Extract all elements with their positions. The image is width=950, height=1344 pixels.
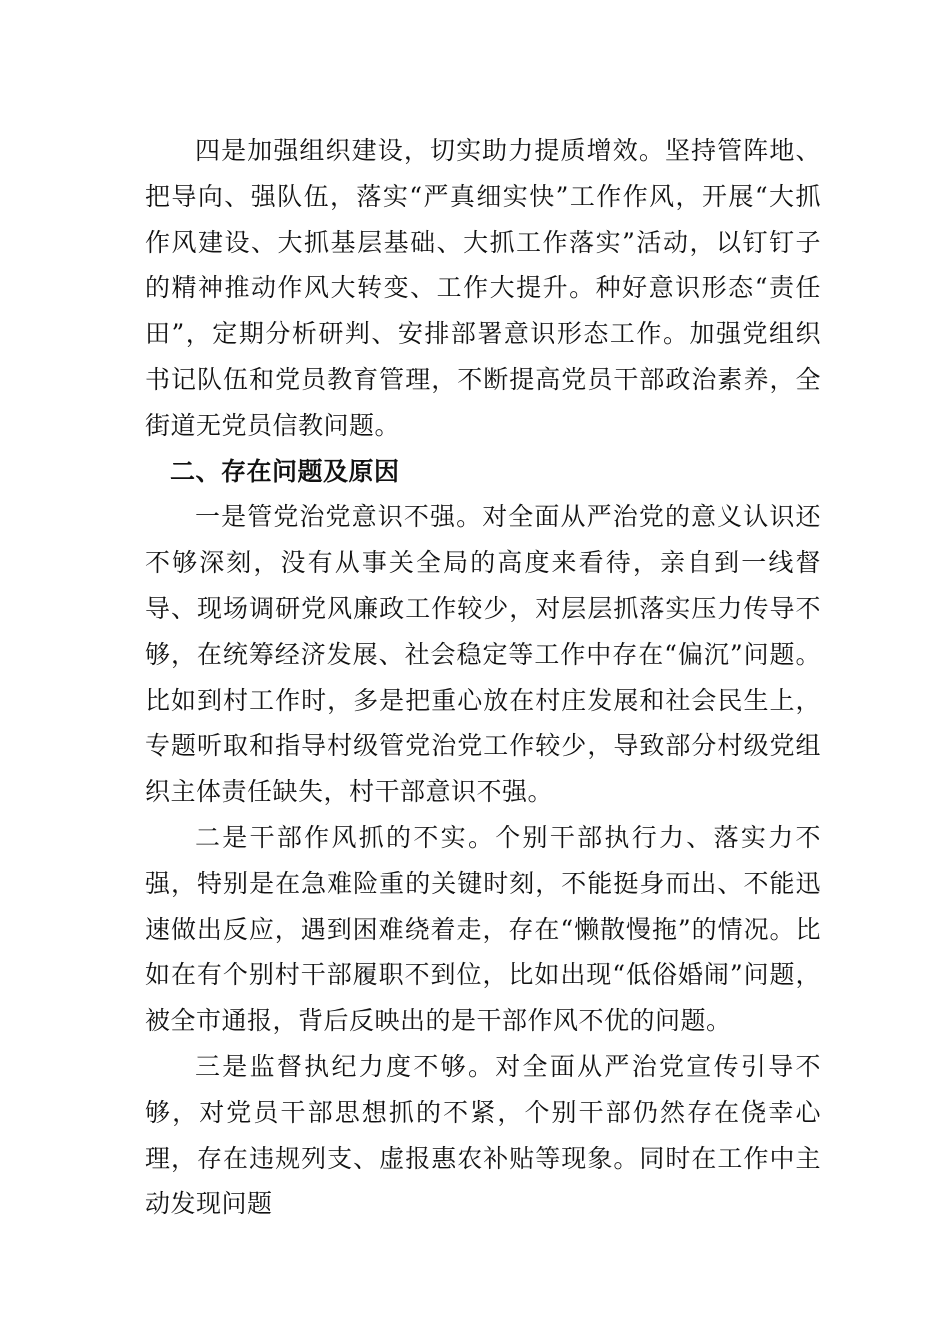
paragraph-body: 对全面从严治党宣传引导不够，对党员干部思想抓的不紧，个别干部仍然存在侥幸心理，存在违规列支、虚报惠农补贴等现象。同时在工作中主动发现问题 [145, 1051, 821, 1219]
paragraph-supervision [145, 1044, 821, 1227]
paragraph-lead: 四是加强组织建设，切实助力提质增效。 [195, 136, 665, 165]
paragraph-lead: 一是管党治党意识不强。 [195, 502, 483, 532]
paragraph-lead: 三是监督执纪力度不够。 [195, 1051, 496, 1081]
paragraph-lead: 二是干部作风抓的不实。 [195, 822, 496, 852]
paragraph-organization-building [145, 128, 821, 449]
section-heading-problems: 二、存在问题及原因 [170, 456, 400, 486]
paragraph-body: 对全面从严治党的意义认识还不够深刻，没有从事关全局的高度来看待，亲自到一线督导、现场调研党风廉政工作较少，对层层抓落实压力传导不够，在统筹经济发展、社会稳定等工作中存在“偏沉”问题。比如到村工作时，多是把重心放在村庄发展和社会民生上，专题听取和指导村级管党治党工作较少，导致部分村级党组织主体责任缺失，村干部意识不强。 [145, 502, 821, 807]
paragraph-body: 个别干部执行力、落实力不强，特别是在急难险重的关键时刻，不能挺身而出、不能迅速做出反应，遇到困难绕着走，存在“懒散慢拖”的情况。比如在有个别村干部履职不到位，比如出现“低俗婚闹”问题，被全市通报，背后反映出的是干部作风不优的问题。 [145, 822, 821, 1036]
paragraph-party-awareness [145, 494, 821, 815]
paragraph-body: 坚持管阵地、把导向、强队伍，落实“严真细实快”工作作风，开展“大抓作风建设、大抓基层基础、大抓工作落实”活动，以钉钉子的精神推动作风大转变、工作大提升。种好意识形态“责任田”，定期分析研判、安排部署意识形态工作。加强党组织书记队伍和党员教育管理，不断提高党员干部政治素养，全街道无党员信教问题。 [145, 136, 821, 440]
paragraph-cadre-style [145, 815, 821, 1044]
document-page [145, 128, 821, 1227]
